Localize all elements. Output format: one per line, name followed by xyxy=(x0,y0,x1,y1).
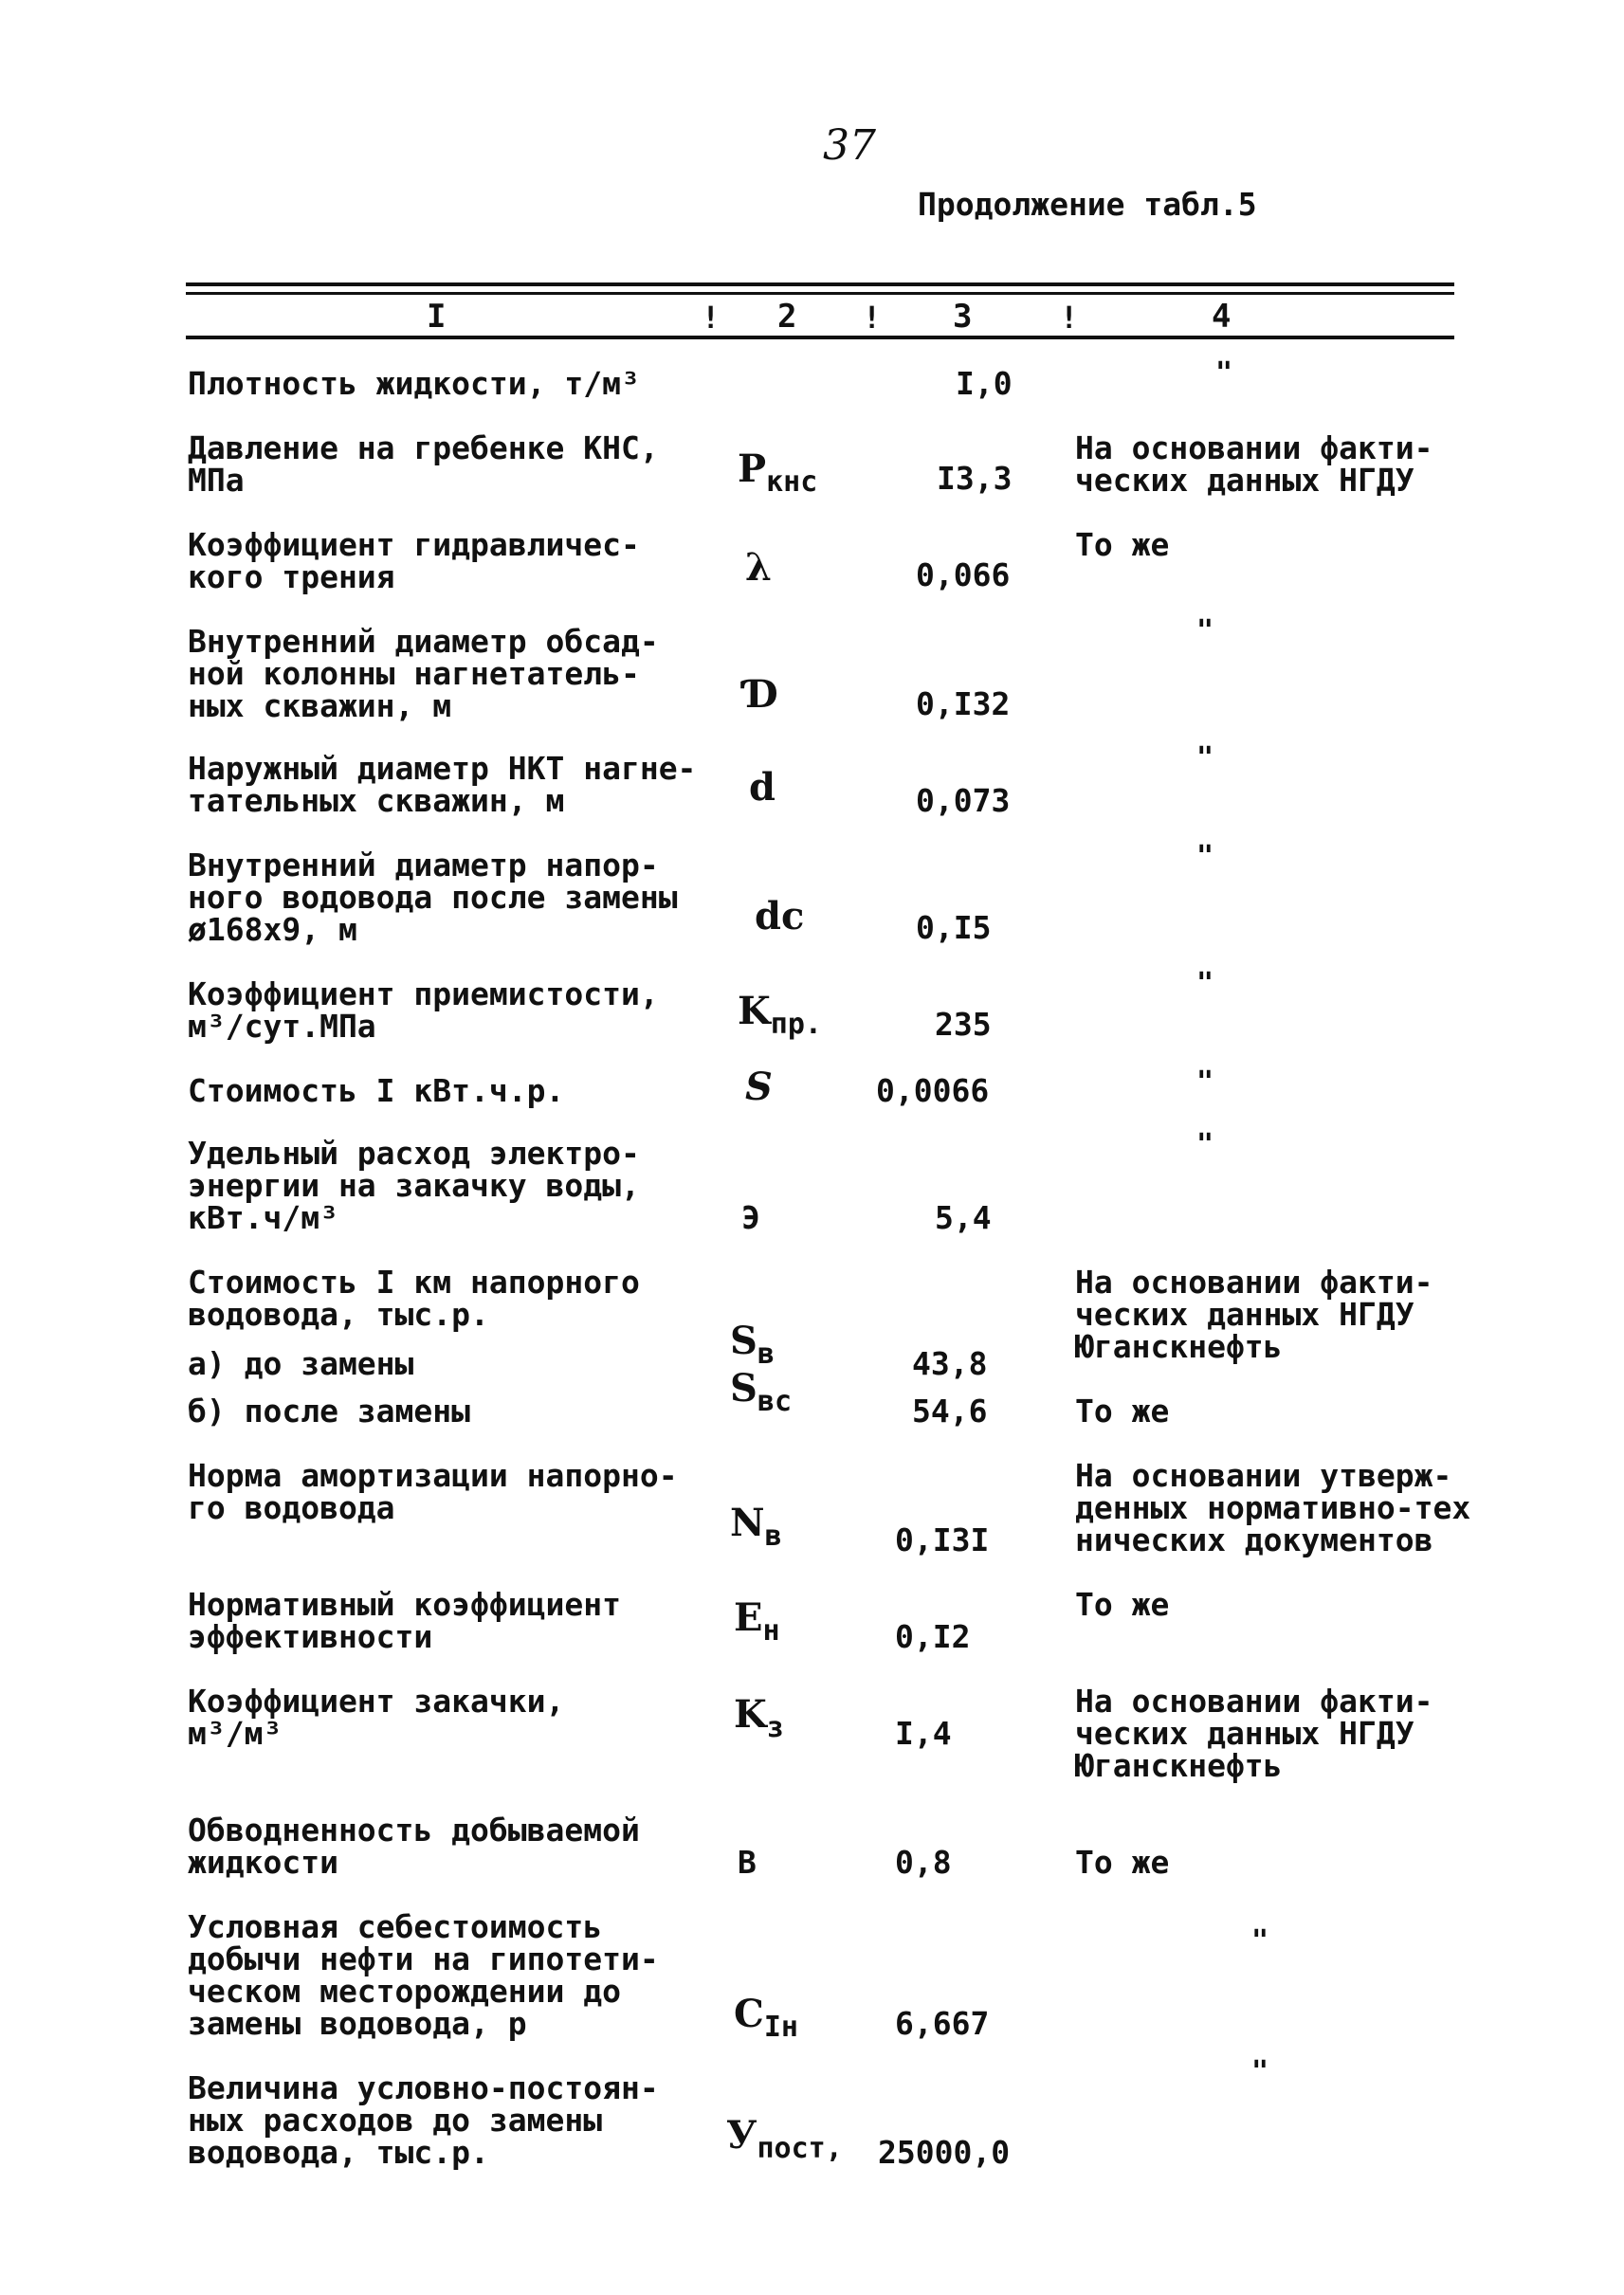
param-label: Коэффициент гидравличес- xyxy=(188,526,640,563)
ditto-mark: " xyxy=(1196,741,1214,774)
param-value: 25000,0 xyxy=(878,2134,1011,2171)
param-label: м³/м³ xyxy=(188,1715,283,1752)
param-label: эффективности xyxy=(188,1618,433,1655)
param-value: 235 xyxy=(935,1006,992,1043)
param-symbol: d xyxy=(749,765,776,810)
param-label: Норма амортизации напорно- xyxy=(188,1457,678,1494)
table-top-rule-2 xyxy=(186,292,1454,295)
param-symbol: Eн xyxy=(734,1595,780,1648)
source-note: На основании факти- xyxy=(1075,1683,1433,1720)
param-label: Удельный расход электро- xyxy=(188,1135,640,1172)
table-top-rule xyxy=(186,282,1454,286)
source-note: То же xyxy=(1075,526,1170,563)
param-label: Давление на гребенке КНС, xyxy=(188,429,659,466)
param-symbol: Pкнс xyxy=(738,446,818,499)
param-value: 54,6 xyxy=(912,1393,988,1430)
table-caption: Продолжение табл.5 xyxy=(918,186,1257,223)
param-symbol: Э xyxy=(741,1199,760,1236)
param-symbol: Sв xyxy=(730,1319,775,1371)
param-value: I,4 xyxy=(895,1715,952,1752)
param-label: Внутренний диаметр обсад- xyxy=(188,623,659,660)
param-symbol: Kпр. xyxy=(738,989,822,1041)
param-value: 0,I3I xyxy=(895,1521,990,1558)
param-label: Наружный диаметр НКТ нагне- xyxy=(188,750,697,787)
ditto-mark: " xyxy=(1196,614,1214,647)
param-value: 0,066 xyxy=(916,556,1011,593)
header-col1: I xyxy=(427,298,447,336)
source-note: На основании утверж- xyxy=(1075,1457,1452,1494)
source-note: ческих данных НГДУ xyxy=(1075,462,1414,499)
param-label: Плотность жидкости, т/м³ xyxy=(188,365,640,402)
ditto-mark: " xyxy=(1196,967,1214,1000)
source-note: То же xyxy=(1075,1586,1170,1623)
param-label: водовода, тыс.р. xyxy=(188,1296,489,1333)
param-value: 5,4 xyxy=(935,1199,992,1236)
source-note: То же xyxy=(1075,1844,1170,1881)
source-note: ческих данных НГДУ xyxy=(1075,1296,1414,1333)
param-label: Обводненность добываемой xyxy=(188,1812,640,1849)
param-value: 0,8 xyxy=(895,1844,952,1881)
param-value: 0,I2 xyxy=(895,1618,971,1655)
param-label: МПа xyxy=(188,462,245,499)
page-number: 37 xyxy=(823,121,876,170)
ditto-mark: " xyxy=(1251,2055,1269,2088)
param-value: 0,I32 xyxy=(916,685,1011,722)
param-symbol: Kз xyxy=(734,1692,784,1744)
param-value: I,0 xyxy=(956,365,1013,402)
source-note: ческих данных НГДУ xyxy=(1075,1715,1414,1752)
param-label: тательных скважин, м xyxy=(188,782,565,819)
param-value: 0,0066 xyxy=(876,1072,990,1109)
param-symbol: S xyxy=(745,1065,773,1109)
param-symbol: CIн xyxy=(734,1992,798,2044)
param-label: го водовода xyxy=(188,1489,395,1526)
param-label: ного водовода после замены xyxy=(188,879,678,916)
param-label: водовода, тыс.р. xyxy=(188,2134,489,2171)
param-label: ø168x9, м xyxy=(188,911,357,948)
ditto-mark: " xyxy=(1196,1066,1214,1099)
param-label: Коэффициент закачки, xyxy=(188,1683,565,1720)
source-note: То же xyxy=(1075,1393,1170,1430)
ditto-mark: " xyxy=(1251,1924,1269,1958)
header-col2: 2 xyxy=(777,298,797,336)
param-label: жидкости xyxy=(188,1844,338,1881)
param-label: ной колонны нагнетатель- xyxy=(188,655,640,692)
param-symbol: Nв xyxy=(730,1501,782,1553)
param-label: б) после замены xyxy=(188,1393,471,1430)
header-separator: ! xyxy=(863,300,882,336)
param-label: Величина условно-постоян- xyxy=(188,2069,659,2106)
param-label: Внутренний диаметр напор- xyxy=(188,847,659,883)
param-symbol: Упост, xyxy=(726,2113,843,2165)
param-symbol: Sвс xyxy=(730,1366,793,1418)
source-note: Юганскнефть xyxy=(1075,1328,1283,1365)
header-separator: ! xyxy=(1060,300,1079,336)
source-note: Юганскнефть xyxy=(1075,1747,1283,1784)
param-label: Стоимость I кВт.ч.р. xyxy=(188,1072,565,1109)
ditto-mark: " xyxy=(1196,840,1214,873)
source-note: На основании факти- xyxy=(1075,429,1433,466)
param-symbol: λ xyxy=(745,545,773,590)
source-note: нических документов xyxy=(1075,1521,1433,1558)
header-col3: 3 xyxy=(953,298,973,336)
param-label: замены водовода, р xyxy=(188,2005,527,2042)
param-label: а) до замены xyxy=(188,1345,414,1382)
param-value: 6,667 xyxy=(895,2005,990,2042)
ditto-mark: " xyxy=(1215,356,1233,390)
header-col4: 4 xyxy=(1212,298,1232,336)
param-label: Нормативный коэффициент xyxy=(188,1586,621,1623)
header-bottom-rule xyxy=(186,336,1454,339)
param-label: Коэффициент приемистости, xyxy=(188,975,659,1012)
param-label: энергии на закачку воды, xyxy=(188,1167,640,1204)
param-label: ных скважин, м xyxy=(188,687,452,724)
param-label: м³/сут.МПа xyxy=(188,1008,376,1045)
param-symbol: В xyxy=(738,1844,757,1881)
param-label: Стоимость I км напорного xyxy=(188,1264,640,1301)
param-label: добычи нефти на гипотети- xyxy=(188,1940,659,1977)
param-label: ческом месторождении до xyxy=(188,1973,621,2010)
param-label: кого трения xyxy=(188,558,395,595)
param-value: 0,I5 xyxy=(916,909,992,946)
param-label: Условная себестоимость xyxy=(188,1908,603,1945)
param-value: 43,8 xyxy=(912,1345,988,1382)
param-value: 0,073 xyxy=(916,782,1011,819)
source-note: На основании факти- xyxy=(1075,1264,1433,1301)
param-value: I3,3 xyxy=(937,460,1013,497)
param-symbol: Ɗ xyxy=(745,672,778,717)
ditto-mark: " xyxy=(1196,1128,1214,1161)
param-label: кВт.ч/м³ xyxy=(188,1199,338,1236)
param-symbol: dc xyxy=(755,894,805,938)
source-note: денных нормативно-тех xyxy=(1075,1489,1471,1526)
header-separator: ! xyxy=(702,300,721,336)
param-label: ных расходов до замены xyxy=(188,2102,603,2139)
